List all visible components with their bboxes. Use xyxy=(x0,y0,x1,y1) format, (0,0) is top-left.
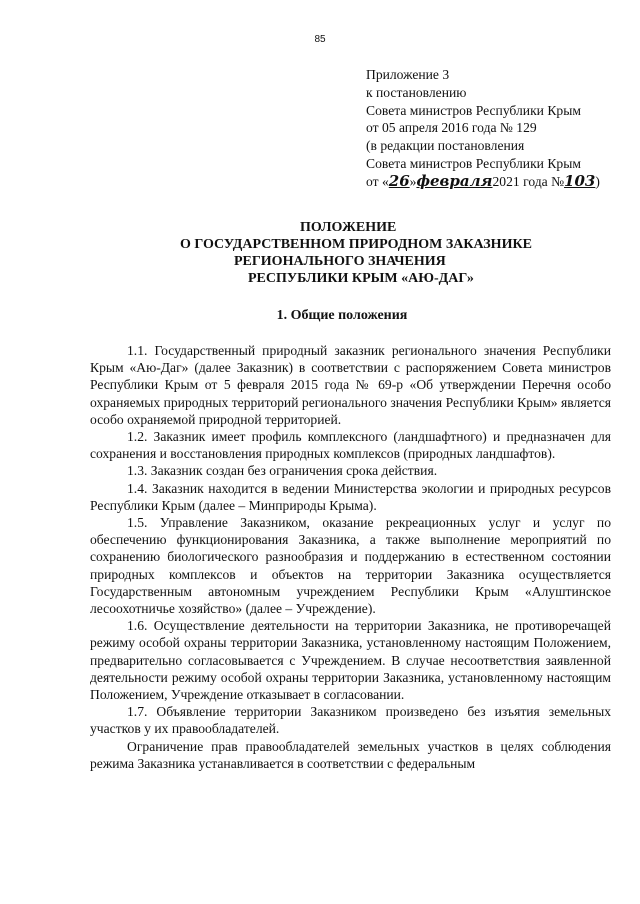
annex-line: Совета министров Республики Крым xyxy=(366,155,581,171)
annex-line: к постановлению xyxy=(366,84,467,100)
annex-date-prefix: от « xyxy=(366,173,389,189)
annex-date-year: 2021 года № xyxy=(492,173,565,189)
title-line: РЕГИОНАЛЬНОГО ЗНАЧЕНИЯ xyxy=(234,254,446,269)
annex-line: Совета министров Республики Крым xyxy=(366,102,581,118)
annex-line: от 05 апреля 2016 года № 129 xyxy=(366,120,537,136)
title-line: О ГОСУДАРСТВЕННОМ ПРИРОДНОМ ЗАКАЗНИКЕ xyxy=(180,237,532,252)
annex-line: (в редакции постановления xyxy=(366,138,525,154)
handwritten-number: 103 xyxy=(564,171,596,190)
annex-block xyxy=(366,66,600,191)
annex-line: Приложение 3 xyxy=(366,67,450,82)
page-number: 85 xyxy=(314,34,326,45)
handwritten-month: февраля xyxy=(416,171,493,190)
document-title xyxy=(0,219,640,287)
annex-date-sep: » xyxy=(409,173,417,189)
paragraph: Ограничение прав правообладателей земельных участков в целях соблюдения режима Заказника устанавливается в соответствии с федеральным xyxy=(90,738,611,771)
paragraph: 1.6. Осуществление деятельности на территории Заказника, не противоречащей режиму особой охраны территории Заказника, установленному настоящим Положением, предварительно согласовывается с Учреждением. В случае несоответствия заявленной деятельности режиму особой охраны территории Заказника, установленному настоящим Положением, Учреждение отказывает в согласовании. xyxy=(90,618,611,703)
document-body xyxy=(90,342,611,772)
title-line: РЕСПУБЛИКИ КРЫМ «АЮ-ДАГ» xyxy=(248,271,474,286)
paragraph: 1.4. Заказник находится в ведении Министерства экологии и природных ресурсов Республики Крым (далее – Минприроды Крыма). xyxy=(90,480,611,513)
title-line: ПОЛОЖЕНИЕ xyxy=(300,220,397,235)
handwritten-day: 26 xyxy=(388,171,410,190)
annex-date-line xyxy=(366,173,600,191)
paragraph: 1.2. Заказник имеет профиль комплексного (ландшафтного) и предназначен для сохранения и восстановления природных комплексов (природных ландшафтов). xyxy=(90,429,611,462)
paragraph: 1.7. Объявление территории Заказником произведено без изъятия земельных участков у их правообладателей. xyxy=(90,704,611,737)
paragraph: 1.1. Государственный природный заказник регионального значения Республики Крым «Аю-Даг» (далее Заказник) в соответствии с распоряжением Совета министров Республики Крым от 5 февраля 2015 года № 69-р «Об утверждении Перечня особо охраняемых природных территорий регионального значения Республики Крым» является особо охраняемой природной территорией. xyxy=(90,343,611,427)
section-heading: 1. Общие положения xyxy=(276,308,408,323)
paragraph: 1.3. Заказник создан без ограничения срока действия. xyxy=(127,463,438,479)
annex-date-suffix: ) xyxy=(595,173,600,189)
paragraph: 1.5. Управление Заказником, оказание рекреационных услуг и услуг по обеспечению функционирования Заказника, а также выполнение мероприятий по сохранению биологического разнообразия и поддержанию в естественном состоянии природных комплексов и объектов на территории Заказника осуществляется Государственным автономным учреждением Республики Крым «Алуштинское лесоохотничье хозяйство» (далее – Учреждение). xyxy=(90,515,611,617)
